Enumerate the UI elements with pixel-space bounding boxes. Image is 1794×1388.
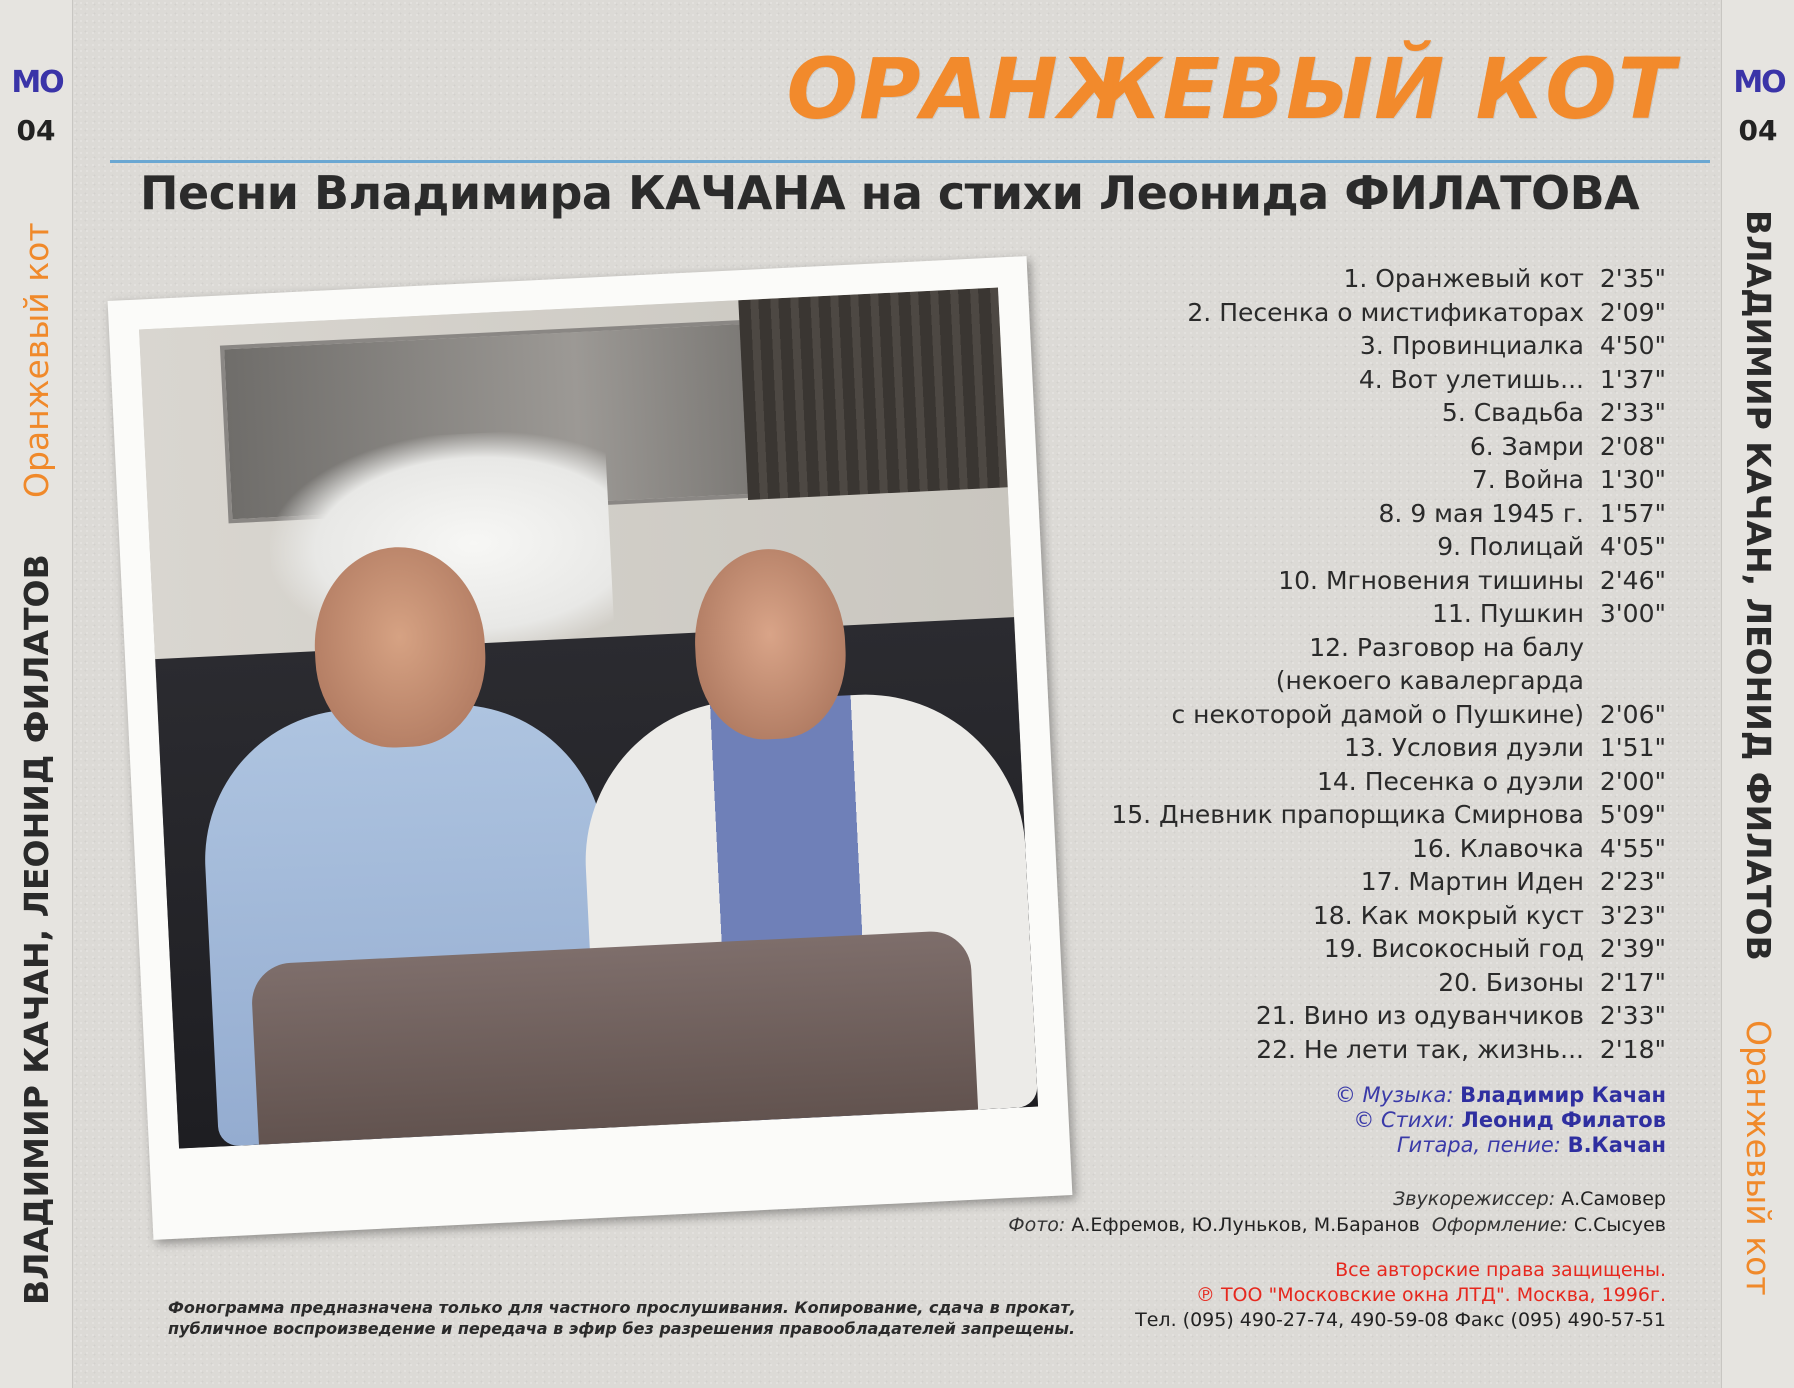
track-row <box>946 798 1666 832</box>
track-title: 6. Замри <box>1469 431 1584 461</box>
artists-photo <box>139 288 1038 1149</box>
track-row <box>946 597 1666 631</box>
track-title: 19. Високосный год <box>1323 934 1584 963</box>
track-duration: 1'30" <box>1599 465 1666 494</box>
contact-phones: Тел. (095) 490-27-74, 490-59-08 Факс (095) 490-57-51 <box>1135 1309 1666 1331</box>
track-title: 18. Как мокрый куст <box>1312 900 1584 930</box>
track-row <box>946 430 1666 464</box>
track-row <box>946 664 1666 698</box>
staff-credits <box>1008 1186 1666 1238</box>
track-title: 3. Провинциалка <box>1359 331 1584 360</box>
track-list <box>946 262 1666 1066</box>
track-row <box>946 899 1666 933</box>
track-title: 8. 9 мая 1945 г. <box>1378 498 1584 528</box>
track-duration: 1'57" <box>1599 498 1666 528</box>
track-title: 9. Полицай <box>1437 532 1584 561</box>
track-title: 14. Песенка о дуэли <box>1317 766 1584 796</box>
right-spine <box>1721 0 1794 1388</box>
track-row <box>946 631 1666 665</box>
photo-legs <box>250 930 978 1145</box>
track-duration: 2'46" <box>1599 565 1666 595</box>
track-duration: 2'09" <box>1599 297 1666 327</box>
track-duration: 2'35" <box>1599 264 1666 293</box>
track-row <box>946 329 1666 363</box>
track-title: 13. Условия дуэли <box>1344 733 1584 762</box>
track-row <box>946 296 1666 330</box>
track-title: с некоторой дамой о Пушкине) <box>1171 699 1584 729</box>
album-title: ОРАНЖЕВЫЙ КОТ <box>786 40 1676 138</box>
track-duration: 1'51" <box>1599 733 1666 762</box>
track-title: 4. Вот улетишь... <box>1358 364 1584 394</box>
track-duration: 2'17" <box>1599 967 1666 997</box>
credit-lyrics: © Стихи: Леонид Филатов <box>1353 1108 1666 1132</box>
track-title: 20. Бизоны <box>1438 967 1584 997</box>
rights-block <box>1135 1258 1666 1333</box>
track-title: 5. Свадьба <box>1441 398 1584 427</box>
track-duration: 5'09" <box>1599 800 1666 829</box>
left-spine <box>0 0 73 1388</box>
track-row <box>946 463 1666 497</box>
track-title: 1. Оранжевый кот <box>1343 264 1584 293</box>
track-duration: 4'50" <box>1599 331 1666 360</box>
track-duration: 4'05" <box>1599 532 1666 561</box>
track-title: 15. Дневник прапорщика Смирнова <box>1111 800 1584 829</box>
track-row <box>946 932 1666 966</box>
track-title: 22. Не лети так, жизнь... <box>1256 1034 1584 1064</box>
photo-frame <box>108 256 1073 1240</box>
spine-artists: ВЛАДИМИР КАЧАН, ЛЕОНИД ФИЛАТОВ <box>17 554 56 1305</box>
credits <box>1335 1083 1666 1158</box>
spine-album-title: Оранжевый кот <box>17 222 56 498</box>
track-row <box>946 262 1666 296</box>
track-duration: 4'55" <box>1599 833 1666 863</box>
track-duration: 2'06" <box>1599 699 1666 729</box>
track-row <box>946 363 1666 397</box>
track-duration: 2'33" <box>1599 1001 1666 1030</box>
label-logo: МО <box>1733 65 1785 100</box>
copy-notice: Фонограмма предназначена только для частного прослушивания. Копирование, сдача в прокат, публичное воспроизведение и передача в эфир без разрешения правообладателей запрещены. <box>168 1298 1076 1338</box>
track-row <box>946 865 1666 899</box>
track-row <box>946 731 1666 765</box>
track-row <box>946 497 1666 531</box>
header-divider <box>110 160 1710 163</box>
label-logo: МО <box>11 65 63 100</box>
track-title: 10. Мгновения тишины <box>1278 565 1584 595</box>
publisher: ℗ ТОО "Московские окна ЛТД". Москва, 1996г. <box>1195 1284 1666 1306</box>
track-row <box>946 832 1666 866</box>
track-duration: 2'33" <box>1599 398 1666 427</box>
track-duration <box>1584 631 1666 665</box>
credit-guitar: Гитара, пение: В.Качан <box>1396 1133 1666 1157</box>
track-row <box>946 966 1666 1000</box>
spine-artists: ВЛАДИМИР КАЧАН, ЛЕОНИД ФИЛАТОВ <box>1739 210 1778 961</box>
track-title: 17. Мартин Иден <box>1360 867 1584 896</box>
track-duration: 2'18" <box>1599 1034 1666 1064</box>
track-row <box>946 396 1666 430</box>
track-row <box>946 530 1666 564</box>
credit-music: © Музыка: Владимир Качан <box>1334 1083 1666 1107</box>
rights-reserved: Все авторские права защищены. <box>1335 1259 1666 1281</box>
track-duration: 2'39" <box>1599 934 1666 963</box>
catalog-number: 04 <box>1738 114 1778 147</box>
track-duration: 1'37" <box>1599 364 1666 394</box>
track-title: 12. Разговор на балу <box>1309 632 1584 662</box>
track-title: (некоего кавалергарда <box>1275 666 1584 695</box>
catalog-number: 04 <box>16 114 56 147</box>
track-row <box>946 564 1666 598</box>
track-duration: 2'23" <box>1599 867 1666 896</box>
track-duration: 2'00" <box>1599 766 1666 796</box>
track-duration: 3'23" <box>1599 900 1666 930</box>
track-row <box>946 765 1666 799</box>
track-duration: 2'08" <box>1599 431 1666 461</box>
staff-photo-design: Фото: А.Ефремов, Ю.Луньков, М.Баранов Оформление: С.Сысуев <box>1008 1214 1666 1236</box>
track-title: 7. Война <box>1471 465 1584 494</box>
track-row <box>946 999 1666 1033</box>
track-title: 16. Клавочка <box>1412 833 1584 863</box>
track-title: 21. Вино из одуванчиков <box>1255 1001 1584 1030</box>
track-duration: 3'00" <box>1599 599 1666 628</box>
album-subtitle: Песни Владимира КАЧАНА на стихи Леонида ФИЛАТОВА <box>140 166 1640 220</box>
staff-sound: Звукорежиссер: А.Самовер <box>1393 1188 1666 1210</box>
track-row <box>946 1033 1666 1067</box>
track-row <box>946 698 1666 732</box>
track-duration <box>1584 664 1666 698</box>
track-title: 11. Пушкин <box>1432 599 1584 628</box>
spine-album-title: Оранжевый кот <box>1739 1020 1778 1296</box>
track-title: 2. Песенка о мистификаторах <box>1187 297 1584 327</box>
